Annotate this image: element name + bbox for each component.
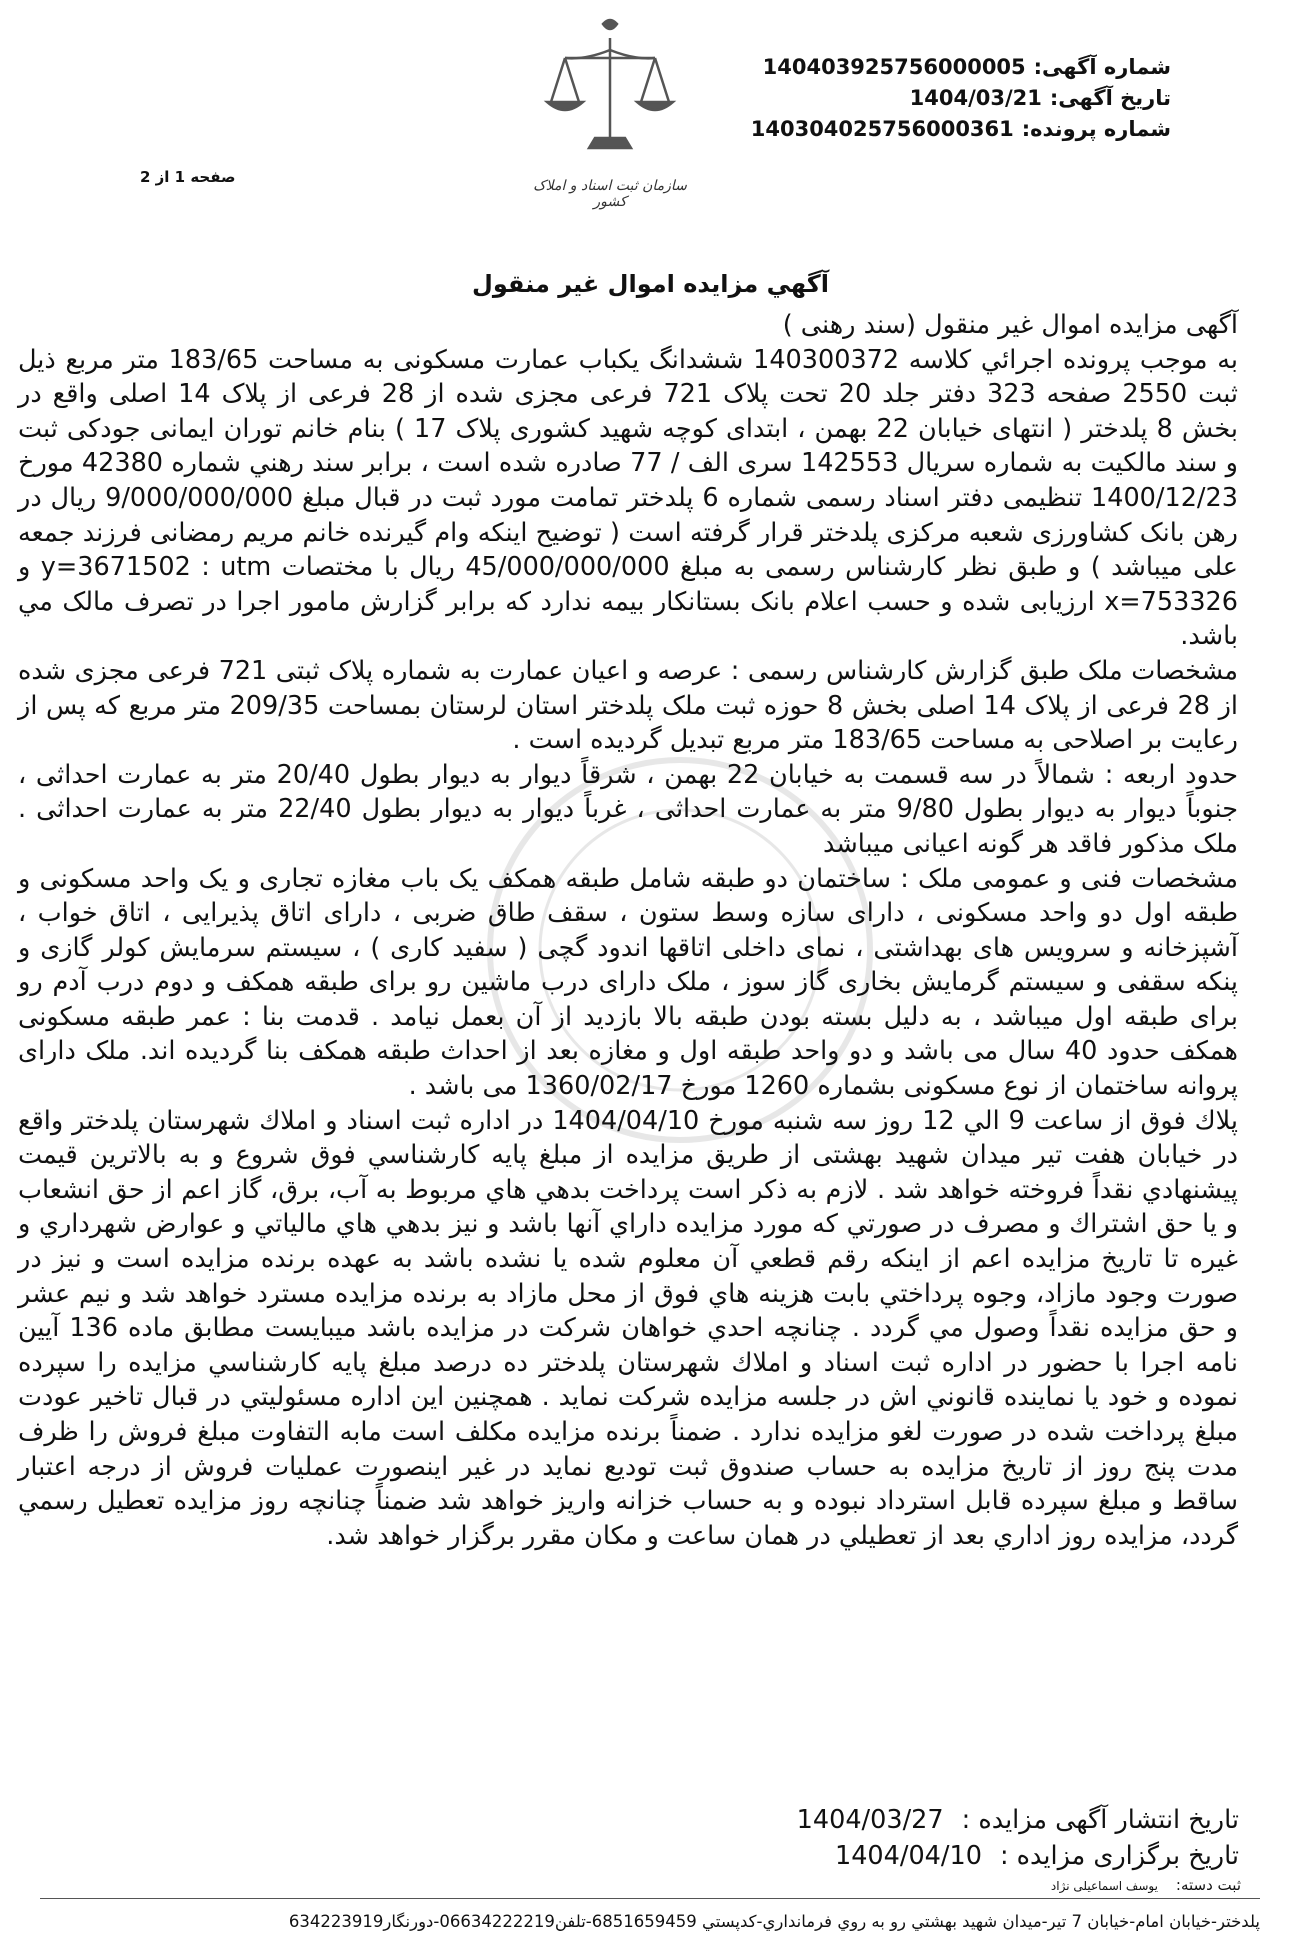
ad-number-label: شماره آگهی:: [1033, 55, 1171, 79]
footer-address: پلدختر-خیابان امام-خیابان 7 تیر-میدان شهید بهشتي رو به روي فرمانداري-کدپستي 6851659459-تلفن06634222219-دورنگار634223919: [288, 1912, 1260, 1931]
ad-meta-block: [751, 52, 1171, 145]
paragraph-boundaries: حدود اربعه : شمالاً در سه قسمت به خیابان 22 بهمن ، شرقاً دیوار به دیوار بطول 20/40 متر به عمارت احداثی ، جنوباً دیوار به دیوار بطول 9/80 متر به عمارت احداثی ، غرباً دیوار به دیوار بطول 22/40 متر به عمارت احداثی . ملک مذکور فاقد هر گونه اعیانی میباشد: [18, 759, 1239, 859]
auction-date-row: [797, 1838, 1239, 1874]
signer: [1051, 1876, 1241, 1894]
document-title: آگهي مزايده اموال غير منقول: [472, 270, 829, 298]
emblem-caption: سازمان ثبت اسناد و املاک کشور: [533, 178, 687, 210]
signer-label: ثبت دسته:: [1175, 1876, 1241, 1894]
paragraph-auction-terms: پلاك فوق از ساعت 9 الي 12 روز سه شنبه مورخ 1404/04/10 در اداره ثبت اسناد و املاك شهرستان پلدختر واقع در خیابان هفت تیر میدان شهید بهشتی از طريق مزايده از مبلغ پايه كارشناسي فوق شروع و به بالاترين قيمت پيشنهادي نقداً فروخته خواهد شد . لازم به ذكر است پرداخت بدهي هاي مربوط به آب، برق، گاز اعم از حق انشعاب و يا حق اشتراك و مصرف در صورتي كه مورد مزايده داراي آنها باشد و نيز بدهي هاي مالياتي و عوارض شهرداري و غيره تا تاريخ مزايده اعم از اينكه رقم قطعي آن معلوم شده يا نشده باشد به عهده برنده مزايده است و نيز در صورت وجود مازاد، وجوه پرداختي بابت هزينه هاي فوق از محل مازاد به برنده مزايده مسترد خواهد شد و نيم عشر و حق مزايده نقداً وصول مي گردد . چنانچه احدي خواهان شركت در مزايده باشد میبایست مطابق ماده 136 آيين نامه اجرا با حضور در اداره ثبت اسناد و املاك شهرستان پلدختر ده درصد مبلغ پايه كارشناسي مزايده را سپرده نموده و خود يا نماينده قانوني اش در جلسه مزايده شركت نمايد . همچنين اين اداره مسئوليتي در قبال تاخير عودت مبلغ پرداخت شده در صورت لغو مزايده ندارد . ضمناً برنده مزايده مكلف است مابه التفاوت مبلغ فروش را ظرف مدت پنج روز از تاريخ مزايده به حساب صندوق ثبت توديع نمايد در غير اينصورت عمليات فروش از درجه اعتبار ساقط و مبلغ سپرده قابل استرداد نبوده و به حساب خزانه واريز خواهد شد ضمناً چنانچه روز مزايده تعطيل رسمي گردد، مزايده روز اداري بعد از تعطيلي در همان ساعت و مكان مقرر برگزار خواهد شد.: [18, 1105, 1238, 1551]
paragraph-technical-specs: مشخصات فنی و عمومی ملک : ساختمان دو طبقه شامل طبقه همکف یک باب مغازه تجاری و یک واحد مسکونی و طبقه اول دو واحد مسکونی ، دارای سازه وسط ستون ، سقف طاق ضربی ، دارای اتاق پذیرایی ، اتاق خواب ، آشپزخانه و سرویس های بهداشتی ، نمای داخلی اتاقها اندود گچی ( سفید کاری ) ، سیستم سرمایش کولر گازی و پنکه سقفی و سیستم گرمایش بخاری گاز سوز ، ملک دارای درب ماشین رو برای طبقه همکف و دوم درب آدم رو برای طبقه اول میباشد ، به دلیل بسته بودن طبقه بالا بازدید از آن بعمل نیامد . قدمت بنا : عمر طبقه مسکونی همکف حدود 40 سال می باشد و دو واحد طبقه اول و مغازه بعد از احداث طبقه همکف بنا گردیده اند. ملک دارای پروانه ساختمان از نوع مسکونی بشماره 1260 مورخ 1360/02/17 می باشد .: [18, 863, 1238, 1102]
ad-number-row: [751, 52, 1171, 83]
publish-date: 1404/03/27: [796, 1805, 944, 1835]
case-number: 140304025756000361: [750, 117, 1014, 141]
auction-dates: [797, 1802, 1239, 1874]
notice-body: [18, 308, 1238, 1553]
case-number-row: [751, 114, 1171, 145]
auction-date-label: تاريخ برگزاری مزایده :: [999, 1841, 1239, 1871]
ad-date: 1404/03/21: [909, 86, 1042, 110]
paragraph-case-details: به موجب پرونده اجرائي كلاسه 140300372 ششدانگ یکباب عمارت مسکونی به مساحت 183/65 متر مربع ذیل ثبت 2550 صفحه 323 دفتر جلد 20 تحت پلاک 721 فرعی مجزی شده از 28 فرعی از پلاک 14 اصلی واقع در بخش 8 پلدختر ( انتهای خیابان 22 بهمن ، ابتدای کوچه شهید کشوری پلاک 17 ) بنام خانم توران ایمانی جودکی ثبت و سند مالکیت به شماره سریال 142553 سری الف / 77 صادره شده است ، برابر سند رهني شماره 42380 مورخ 1400/12/23 تنظیمی دفتر اسناد رسمی شماره 6 پلدختر تمامت مورد ثبت در قبال مبلغ 9/000/000/000 ریال در رهن بانک کشاورزی شعبه مرکزی پلدختر قرار گرفته است ( توضیح اینکه وام گیرنده خانم مریم رمضانی فرزند جمعه علی میباشد ) و طبق نظر کارشناس رسمی به مبلغ 45/000/000/000 ریال با مختصات y=3671502 : utm و x=753326 ارزیابی شده و حسب اعلام بانک بستانکار بیمه ندارد که برابر گزارش مامور اجرا در تصرف مالک مي باشد.: [18, 344, 1239, 652]
page-number: صفحه 1 از 2: [140, 168, 236, 186]
case-number-label: شماره پرونده:: [1021, 117, 1171, 141]
ad-date-row: [751, 83, 1171, 114]
auction-date: 1404/04/10: [834, 1841, 982, 1871]
ad-date-label: تاریخ آگهی:: [1049, 86, 1171, 110]
signer-name: یوسف اسماعیلی نژاد: [1050, 1879, 1158, 1893]
ad-number: 140403925756000005: [762, 55, 1026, 79]
publish-date-label: تاريخ انتشار آگهی مزایده :: [961, 1805, 1239, 1835]
footer-divider: [40, 1898, 1260, 1899]
publish-date-row: [797, 1802, 1239, 1838]
paragraph-property-specs: مشخصات ملک طبق گزارش کارشناس رسمی : عرصه و اعیان عمارت به شماره پلاک ثبتی 721 فرعی مجزی شده از 28 فرعی از پلاک 14 اصلی بخش 8 حوزه ثبت ملک پلدختر استان لرستان بمساحت 209/35 متر مربع که پس از رعایت بر اصلاحی به مساحت 183/65 متر مربع تبدیل گردیده است .: [18, 655, 1239, 756]
notice-subtitle: آگهی مزایده اموال غیر منقول (سند رهنی ): [782, 310, 1238, 340]
